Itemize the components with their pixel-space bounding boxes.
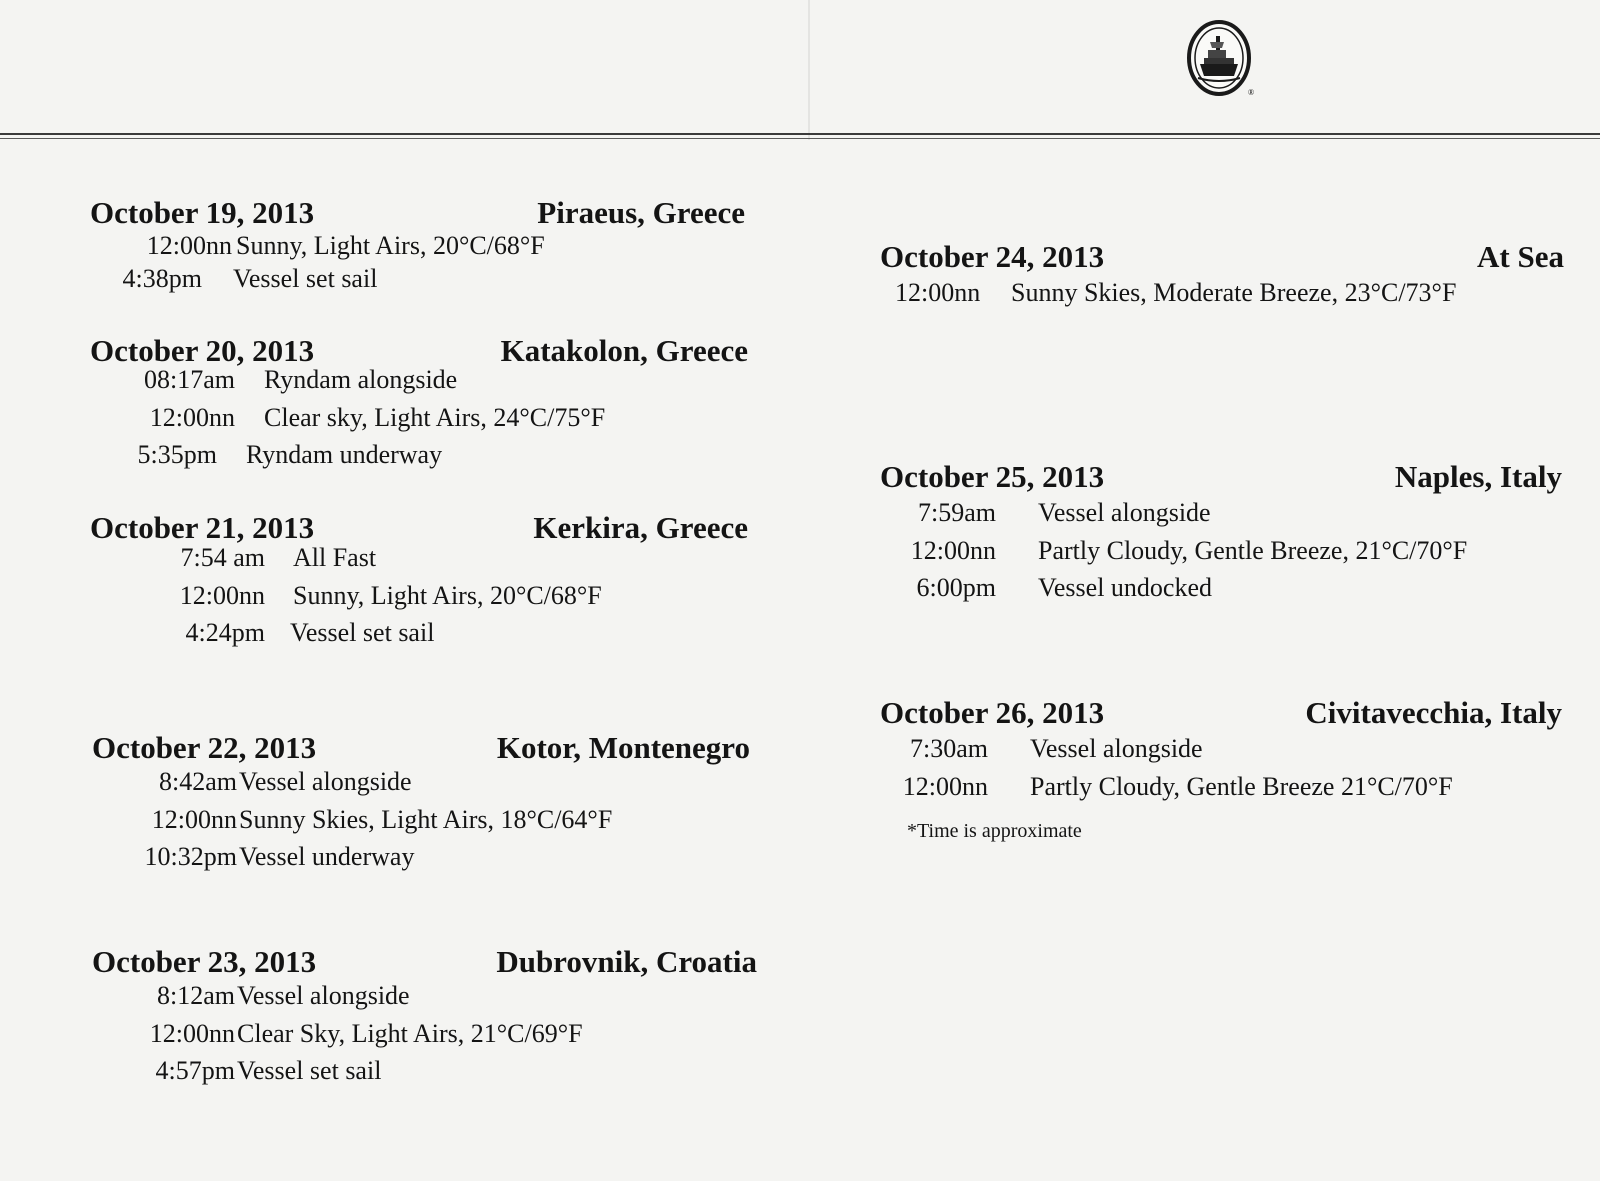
day-header bbox=[880, 239, 1564, 279]
entry-time: 8:12am bbox=[157, 981, 235, 1010]
entry-description: Ryndam alongside bbox=[264, 365, 458, 394]
entry-description: Vessel undocked bbox=[1038, 573, 1213, 602]
day-header bbox=[880, 695, 1562, 735]
day-port: At Sea bbox=[1477, 239, 1564, 274]
day-port: Civitavecchia, Italy bbox=[1305, 695, 1562, 730]
entry-time: 12:00nn bbox=[910, 535, 996, 565]
footnote: *Time is approximate bbox=[907, 820, 1082, 842]
day-header bbox=[92, 944, 757, 984]
entry-time: 7:30am bbox=[910, 734, 988, 763]
day-date: October 20, 2013 bbox=[90, 333, 315, 368]
day-entries bbox=[90, 365, 748, 478]
log-entry bbox=[90, 403, 748, 441]
entry-description: Sunny, Light Airs, 20°C/68°F bbox=[293, 580, 602, 610]
day-header bbox=[92, 730, 750, 770]
entry-time: 7:59am bbox=[918, 498, 996, 527]
day-port: Naples, Italy bbox=[1394, 459, 1562, 494]
day-entries bbox=[880, 734, 1562, 809]
day-port: Piraeus, Greece bbox=[537, 195, 745, 230]
day-header bbox=[880, 459, 1562, 499]
day-date: October 25, 2013 bbox=[880, 459, 1105, 494]
log-entry bbox=[92, 1019, 757, 1057]
day-date: October 21, 2013 bbox=[90, 510, 315, 545]
day-block bbox=[90, 510, 748, 656]
header-rule-thin bbox=[0, 138, 1600, 139]
log-entry bbox=[880, 536, 1562, 574]
entry-time: 8:42am bbox=[159, 767, 237, 796]
day-port: Dubrovnik, Croatia bbox=[496, 944, 757, 979]
day-date: October 23, 2013 bbox=[92, 944, 317, 979]
log-entry bbox=[92, 805, 750, 843]
day-block bbox=[90, 195, 745, 297]
page-fold bbox=[808, 0, 810, 140]
day-date: October 24, 2013 bbox=[880, 239, 1105, 274]
day-entries bbox=[90, 231, 745, 297]
entry-time: 12:00nn bbox=[895, 278, 981, 307]
entry-time: 7:54 am bbox=[180, 543, 265, 572]
entry-description: Clear sky, Light Airs, 24°C/75°F bbox=[264, 402, 606, 432]
entry-description: Sunny, Light Airs, 20°C/68°F bbox=[236, 231, 545, 260]
log-entry bbox=[90, 581, 748, 619]
entry-description: Vessel alongside bbox=[1030, 734, 1203, 763]
day-block bbox=[92, 730, 750, 880]
entry-time: 4:24pm bbox=[185, 618, 265, 647]
day-entries bbox=[90, 543, 748, 656]
entry-description: Clear Sky, Light Airs, 21°C/69°F bbox=[237, 1018, 583, 1048]
entry-time: 6:00pm bbox=[916, 573, 996, 602]
day-block bbox=[880, 695, 1562, 809]
entry-description: Vessel alongside bbox=[1038, 498, 1211, 527]
day-block bbox=[92, 944, 757, 1094]
entry-time: 12:00nn bbox=[179, 580, 265, 610]
entry-description: Ryndam underway bbox=[246, 440, 443, 469]
log-entry bbox=[880, 498, 1562, 536]
entry-description: Vessel alongside bbox=[239, 767, 412, 796]
entry-description: Partly Cloudy, Gentle Breeze 21°C/70°F bbox=[1030, 771, 1453, 801]
header-rule bbox=[0, 133, 1600, 135]
entry-time: 12:00nn bbox=[149, 402, 235, 432]
day-block bbox=[90, 333, 748, 478]
log-entry bbox=[880, 278, 1564, 316]
entry-time: 12:00nn bbox=[146, 231, 232, 260]
day-entries bbox=[92, 767, 750, 880]
entry-description: Partly Cloudy, Gentle Breeze, 21°C/70°F bbox=[1038, 535, 1468, 565]
log-entry bbox=[92, 842, 750, 880]
entry-description: Vessel underway bbox=[239, 842, 415, 871]
entry-description: Vessel set sail bbox=[290, 618, 435, 647]
entry-description: Vessel set sail bbox=[237, 1056, 382, 1085]
log-entry bbox=[90, 264, 745, 297]
entry-description: Vessel set sail bbox=[233, 264, 378, 293]
day-port: Katakolon, Greece bbox=[500, 333, 748, 368]
day-date: October 19, 2013 bbox=[90, 195, 315, 230]
log-entry bbox=[880, 573, 1562, 611]
log-entry bbox=[90, 618, 748, 656]
entry-time: 12:00nn bbox=[149, 1018, 235, 1048]
log-entry bbox=[880, 734, 1562, 772]
day-port: Kotor, Montenegro bbox=[496, 730, 750, 765]
day-port: Kerkira, Greece bbox=[533, 510, 748, 545]
entry-time: 10:32pm bbox=[144, 842, 237, 871]
day-entries bbox=[92, 981, 757, 1094]
day-date: October 22, 2013 bbox=[92, 730, 317, 765]
entry-description: All Fast bbox=[293, 543, 377, 572]
day-date: October 26, 2013 bbox=[880, 695, 1105, 730]
log-entry bbox=[92, 1056, 757, 1094]
entry-description: Sunny Skies, Light Airs, 18°C/64°F bbox=[239, 804, 613, 834]
log-entry bbox=[90, 365, 748, 403]
log-entry bbox=[90, 231, 745, 264]
day-header bbox=[90, 195, 745, 235]
day-block bbox=[880, 459, 1562, 611]
day-block bbox=[880, 239, 1564, 316]
log-entry bbox=[880, 772, 1562, 810]
day-entries bbox=[880, 278, 1564, 316]
log-entry bbox=[92, 767, 750, 805]
day-entries bbox=[880, 498, 1562, 611]
entry-time: 5:35pm bbox=[137, 440, 217, 469]
entry-time: 12:00nn bbox=[151, 804, 237, 834]
entry-description: Vessel alongside bbox=[237, 981, 410, 1010]
ship-emblem-icon bbox=[1186, 18, 1256, 98]
entry-time: 4:38pm bbox=[122, 264, 202, 293]
entry-time: 12:00nn bbox=[902, 771, 988, 801]
entry-description: Sunny Skies, Moderate Breeze, 23°C/73°F bbox=[1011, 278, 1457, 307]
registered-mark: ® bbox=[1248, 88, 1255, 97]
entry-time: 08:17am bbox=[144, 365, 235, 394]
log-entry bbox=[90, 543, 748, 581]
log-entry bbox=[92, 981, 757, 1019]
log-entry bbox=[90, 440, 748, 478]
entry-time: 4:57pm bbox=[155, 1056, 235, 1085]
